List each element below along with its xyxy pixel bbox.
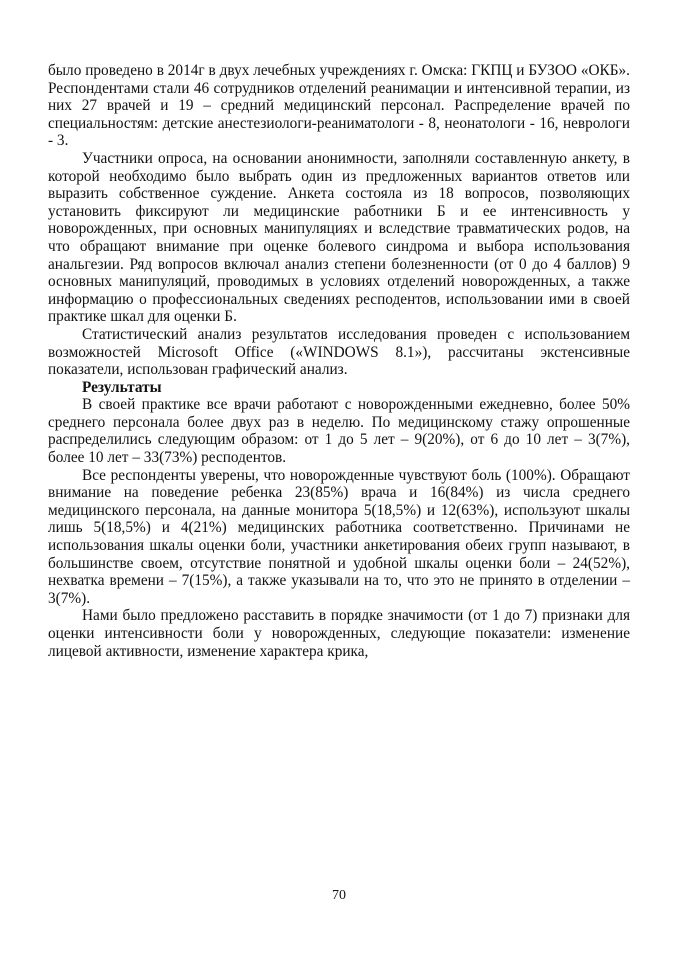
paragraph-study-setting: было проведено в 2014г в двух лечебных учреждениях г. Омска: ГКПЦ и БУЗОО «ОКБ». Респондентами стали 46 сотрудников отделений реанимации и интенсивной терапии, из них 27 врачей и 19 – средний медицинский персонал. Распределение врачей по специальностям: детские анестезиологи-реаниматологи - 8, неонатологи - 16, неврологи - 3. — [48, 62, 630, 150]
document-page — [48, 62, 630, 660]
section-heading-results: Результаты — [82, 378, 162, 396]
paragraph-experience: В своей практике все врачи работают с новорожденными ежедневно, более 50% среднего персонала более двух раз в неделю. По медицинскому стажу опрошенные распределились следующим образом: от 1 до 5 лет – 9(20%), от 6 до 10 лет – 3(7%), более 10 лет – 33(73%) респодентов. — [48, 396, 630, 467]
paragraph-statistics: Статистический анализ результатов исследования проведен с использованием возможностей Microsoft Office («WINDOWS 8.1»), рассчитаны экстенсивные показатели, использован графический анализ. — [48, 325, 630, 379]
paragraph-questionnaire: Участники опроса, на основании анонимности, заполняли составленную анкету, в которой необходимо было выбрать один из предложенных вариантов ответов или выразить собственное суждение. Анкета состояла из 18 вопросов, позволяющих установить фиксируют ли медицинские работники Б и ее интенсивность у новорожденных, при основных манипуляциях и вследствие травматических родов, на что обращают внимание при оценке болевого синдрома и выбора использования анальгезии. Ряд вопросов включал анализ степени болезненности (от 0 до 4 баллов) 9 основных манипуляций, проводимых в условиях отделений новорожденных, а также информацию о профессиональных сведениях респодентов, использовании ими в своей практике шкал для оценки Б. — [48, 149, 630, 326]
page-number: 70 — [332, 888, 346, 903]
paragraph-pain-assessment: Все респонденты уверены, что новорожденные чувствуют боль (100%). Обращают внимание на поведение ребенка 23(85%) врача и 16(84%) из числа среднего медицинского персонала, на данные монитора 5(18,5%) и 12(63%), используют шкалы лишь 5(18,5%) и 4(21%) медицинских работника соответственно. Причинами не использования шкалы оценки боли, участники анкетирования обеих групп называют, в большинстве своем, отсутствие понятной и удобной шкалы оценки боли – 24(52%), нехватка времени – 7(15%), а также указывали на то, что это не принято в отделении – 3(7%). — [48, 466, 630, 607]
paragraph-ranking: Нами было предложено расставить в порядке значимости (от 1 до 7) признаки для оценки интенсивности боли у новорожденных, следующие показатели: изменение лицевой активности, изменение характера крика, — [48, 607, 630, 660]
